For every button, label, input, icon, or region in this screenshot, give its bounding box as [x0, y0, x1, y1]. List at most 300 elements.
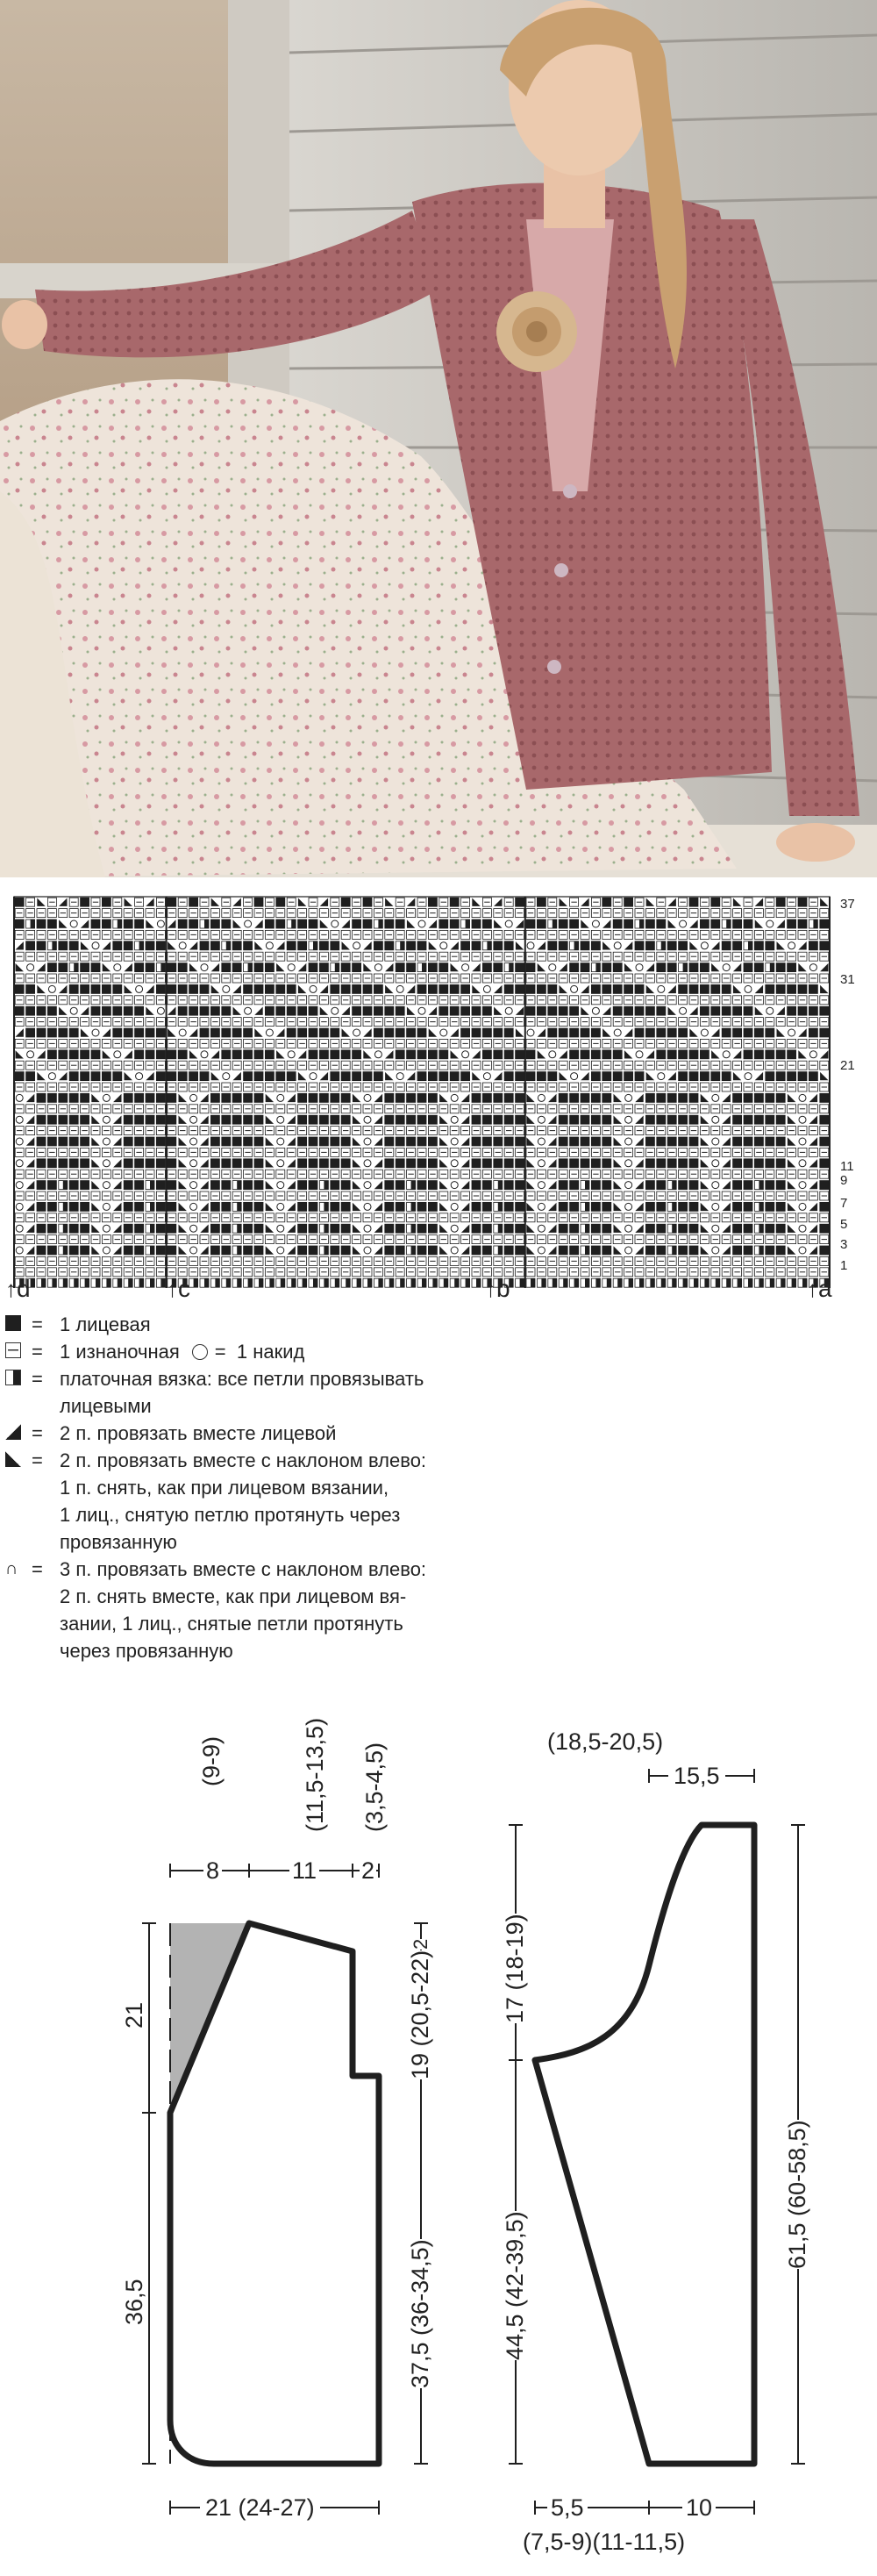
chart-cell: [407, 1115, 416, 1124]
chart-cell: [407, 1137, 416, 1146]
chart-cell-mark: [748, 1278, 752, 1287]
chart-cell: [766, 1115, 774, 1124]
front-top-left-alt: (9-9): [198, 1735, 225, 1786]
chart-cell: [244, 1093, 253, 1102]
chart-cell: [657, 1181, 666, 1190]
chart-cell-mark: [585, 1202, 589, 1211]
chart-cell: [776, 1137, 785, 1146]
chart-cell: [210, 919, 219, 928]
front-left-365: 36,5: [121, 2279, 147, 2325]
chart-cell: [102, 984, 111, 993]
chart-cell: [461, 1072, 470, 1081]
chart-cell: [559, 1159, 567, 1168]
chart-cell: [156, 1202, 165, 1211]
chart-cell-mark: [237, 1224, 241, 1233]
chart-cell: [472, 1115, 481, 1124]
chart-cell: [298, 1224, 307, 1233]
chart-cell: [298, 1181, 307, 1190]
chart-cell-mark: [160, 963, 165, 972]
chart-cell: [450, 1006, 459, 1015]
chart-cell-mark: [672, 1278, 676, 1287]
chart-cell: [776, 898, 785, 906]
chart-cell: [602, 1093, 611, 1102]
chart-cell: [396, 1246, 404, 1255]
chart-cell: [439, 963, 448, 972]
chart-cell: [820, 919, 829, 928]
chart-cell: [244, 941, 253, 950]
chart-cell: [135, 1202, 144, 1211]
chart-cell: [482, 1093, 491, 1102]
chart-cell: [385, 1006, 394, 1015]
chart-cell: [439, 919, 448, 928]
chart-cell: [385, 1115, 394, 1124]
chart-cell-mark: [759, 1246, 763, 1255]
chart-cell: [374, 941, 382, 950]
chart-cell: [439, 1050, 448, 1059]
chart-cell: [26, 984, 35, 993]
chart-cell-mark: [639, 919, 644, 928]
chart-cell: [309, 1137, 317, 1146]
chart-cell: [168, 1072, 176, 1081]
chart-cell-mark: [85, 1278, 89, 1287]
chart-cell: [504, 984, 513, 993]
chart-cell: [776, 1050, 785, 1059]
chart-cell: [69, 1137, 78, 1146]
chart-cell: [254, 963, 263, 972]
chart-cell-mark: [585, 1278, 589, 1287]
chart-cell-mark: [248, 963, 253, 972]
chart-cell: [417, 1137, 426, 1146]
chart-cell: [570, 1202, 579, 1211]
chart-cell: [363, 1072, 372, 1081]
chart-cell: [341, 963, 350, 972]
chart-cell-mark: [444, 1278, 448, 1287]
legend-garter: = платочная вязка: все петли провязывать: [5, 1365, 496, 1392]
chart-cell: [146, 941, 154, 950]
chart-cell: [820, 1006, 829, 1015]
chart-cell: [298, 919, 307, 928]
chart-cell: [331, 941, 339, 950]
chart-cell: [200, 1006, 209, 1015]
chart-cell: [417, 1159, 426, 1168]
chart-cell: [331, 1246, 339, 1255]
chart-cell-mark: [759, 1224, 763, 1233]
chart-cell: [341, 1093, 350, 1102]
chart-cell: [341, 1050, 350, 1059]
chart-cell: [602, 1202, 611, 1211]
chart-cell-mark: [520, 1278, 524, 1287]
chart-cell: [570, 1115, 579, 1124]
chart-cell: [396, 1006, 404, 1015]
chart-cell-mark: [324, 1181, 328, 1190]
chart-cell: [570, 1006, 579, 1015]
sleeve-bottom-b: 10: [682, 2496, 716, 2520]
chart-cell: [146, 963, 154, 972]
chart-cell-mark: [226, 941, 231, 950]
purl-stitch-icon: [5, 1342, 21, 1358]
chart-cell: [178, 1072, 187, 1081]
chart-cell: [645, 1224, 654, 1233]
chart-cell: [635, 1072, 644, 1081]
chart-cell: [516, 1137, 524, 1146]
chart-cell: [679, 1072, 688, 1081]
chart-cell: [69, 1224, 78, 1233]
chart-cell: [319, 1115, 328, 1124]
chart-cell-mark: [269, 1278, 274, 1287]
chart-cell: [776, 963, 785, 972]
chart-cell: [37, 1159, 46, 1168]
chart-cell: [309, 1224, 317, 1233]
up-arrow-icon: ↑: [5, 1276, 17, 1302]
chart-cell: [679, 1202, 688, 1211]
chart-cell: [341, 1224, 350, 1233]
chart-cell: [287, 1028, 296, 1037]
chart-cell: [276, 898, 285, 906]
chart-cell-mark: [313, 1278, 317, 1287]
chart-cell: [363, 898, 372, 906]
chart-cell: [37, 1028, 46, 1037]
chart-cell: [396, 1028, 404, 1037]
chart-cell: [700, 1050, 709, 1059]
chart-cell: [156, 1028, 165, 1037]
chart-cell: [482, 1115, 491, 1124]
chart-cell: [428, 1115, 437, 1124]
chart-cell-mark: [411, 1181, 416, 1190]
chart-cell: [200, 1072, 209, 1081]
chart-cell: [69, 1115, 78, 1124]
chart-cell: [809, 1028, 817, 1037]
chart-cell: [254, 1137, 263, 1146]
chart-cell: [645, 1028, 654, 1037]
chart-cell-mark: [661, 1278, 666, 1287]
chart-cell: [298, 1006, 307, 1015]
chart-cell: [722, 984, 731, 993]
chart-cell: [700, 1072, 709, 1081]
chart-cell: [657, 1006, 666, 1015]
chart-cell: [788, 919, 796, 928]
chart-cell: [559, 941, 567, 950]
chart-cell: [59, 1115, 68, 1124]
chart-cell: [711, 898, 720, 906]
chart-cell: [168, 963, 176, 972]
chart-cell: [244, 984, 253, 993]
chart-cell: [645, 1181, 654, 1190]
chart-cell-mark: [226, 1278, 231, 1287]
repeat-marker-d: ↑d: [5, 1275, 31, 1302]
chart-cell: [363, 1006, 372, 1015]
chart-cell: [254, 1115, 263, 1124]
chart-cell: [516, 1093, 524, 1102]
chart-cell: [733, 919, 742, 928]
chart-cell: [472, 1028, 481, 1037]
chart-cell: [265, 984, 274, 993]
chart-cell: [744, 1181, 752, 1190]
chart-cell-mark: [400, 941, 404, 950]
chart-cell: [766, 1137, 774, 1146]
chart-cell: [591, 1115, 600, 1124]
chart-cell: [168, 1202, 176, 1211]
chart-cell: [309, 963, 317, 972]
chart-cell: [168, 1137, 176, 1146]
chart-cell-mark: [563, 1278, 567, 1287]
chart-cell: [766, 1181, 774, 1190]
chart-cell-mark: [553, 1278, 557, 1287]
chart-cell: [482, 1181, 491, 1190]
chart-cell: [504, 1202, 513, 1211]
chart-cell: [59, 963, 68, 972]
chart-cell-mark: [237, 1202, 241, 1211]
chart-cell: [581, 1137, 589, 1146]
chart-cell: [776, 1224, 785, 1233]
chart-cell: [244, 1050, 253, 1059]
chart-cell: [559, 1115, 567, 1124]
chart-cell: [635, 984, 644, 993]
chart-cell: [189, 1072, 198, 1081]
chart-cell: [124, 1115, 132, 1124]
chart-cell: [645, 1202, 654, 1211]
chart-cell: [788, 984, 796, 993]
chart-cell: [15, 919, 24, 928]
chart-cell: [461, 941, 470, 950]
chart-cell: [407, 1028, 416, 1037]
chart-cell: [613, 984, 622, 993]
chart-cell: [156, 1093, 165, 1102]
chart-cell: [645, 1246, 654, 1255]
chart-cell-mark: [31, 1278, 35, 1287]
chart-cell: [222, 1050, 231, 1059]
chart-cell: [417, 1246, 426, 1255]
chart-cell: [135, 1050, 144, 1059]
chart-cell: [624, 898, 633, 906]
chart-cell: [244, 1028, 253, 1037]
chart-cell: [472, 1181, 481, 1190]
chart-cell: [624, 919, 633, 928]
chart-cell: [91, 919, 100, 928]
legend-knit: = 1 лицевая: [5, 1311, 496, 1338]
chart-cell: [602, 1246, 611, 1255]
chart-cell: [135, 1246, 144, 1255]
chart-cell: [396, 1115, 404, 1124]
chart-cell: [210, 1159, 219, 1168]
chart-cell: [689, 1159, 698, 1168]
chart-cell: [222, 963, 231, 972]
chart-cell: [168, 1115, 176, 1124]
chart-cell: [516, 1202, 524, 1211]
chart-cell: [591, 984, 600, 993]
chart-cell: [754, 1115, 763, 1124]
chart-cell: [526, 1050, 535, 1059]
chart-cell: [504, 941, 513, 950]
chart-cell: [254, 898, 263, 906]
chart-cell: [146, 1050, 154, 1059]
chart-cell: [450, 898, 459, 906]
chart-cell: [428, 1159, 437, 1168]
chart-cell: [700, 1006, 709, 1015]
chart-cell-mark: [770, 1278, 774, 1287]
chart-cell: [91, 1050, 100, 1059]
chart-cell: [37, 919, 46, 928]
chart-cell: [516, 1050, 524, 1059]
row-number: 3: [840, 1237, 848, 1252]
chart-cell: [667, 1028, 676, 1037]
chart-cell: [526, 919, 535, 928]
chart-cell: [396, 963, 404, 972]
chart-cell: [113, 1028, 122, 1037]
chart-cell: [689, 984, 698, 993]
chart-cell-mark: [694, 1278, 698, 1287]
chart-cell: [47, 1246, 56, 1255]
chart-cell: [722, 1028, 731, 1037]
chart-cell: [124, 919, 132, 928]
front-width-11: 11: [289, 1859, 319, 1883]
chart-cell-mark: [139, 941, 144, 950]
chart-cell: [353, 1006, 361, 1015]
chart-cell: [156, 1181, 165, 1190]
chart-cell: [482, 1202, 491, 1211]
chart-cell: [754, 941, 763, 950]
chart-cell: [428, 1093, 437, 1102]
row-number: 1: [840, 1258, 848, 1273]
chart-cell-mark: [259, 1278, 263, 1287]
chart-cell: [407, 941, 416, 950]
chart-cell: [624, 1072, 633, 1081]
chart-cell: [722, 941, 731, 950]
chart-cell: [439, 984, 448, 993]
chart-cell: [766, 1246, 774, 1255]
chart-cell: [156, 1072, 165, 1081]
chart-cell-mark: [194, 1278, 198, 1287]
chart-cell: [504, 1093, 513, 1102]
chart-cell: [331, 1028, 339, 1037]
chart-cell: [81, 984, 89, 993]
chart-cell: [407, 1159, 416, 1168]
chart-cell: [385, 919, 394, 928]
chart-cell: [602, 1224, 611, 1233]
chart-cell: [591, 1050, 600, 1059]
chart-cell: [766, 1224, 774, 1233]
chart-cell: [504, 1181, 513, 1190]
chart-cell-mark: [204, 919, 209, 928]
chart-cell: [581, 1028, 589, 1037]
chart-cell: [711, 984, 720, 993]
up-arrow-icon: ↑: [485, 1276, 496, 1302]
chart-cell: [472, 941, 481, 950]
chart-cell: [504, 1159, 513, 1168]
chart-cell: [733, 1159, 742, 1168]
chart-cell: [265, 1006, 274, 1015]
chart-cell-mark: [639, 1278, 644, 1287]
chart-cell: [570, 1050, 579, 1059]
sleeve-piece: [535, 1825, 754, 2464]
chart-cell-mark: [672, 1246, 676, 1255]
front-armhole: 19 (20,5-22): [407, 1950, 433, 2079]
chart-cell: [37, 1246, 46, 1255]
row-number: 37: [840, 897, 855, 912]
chart-cell: [374, 1072, 382, 1081]
chart-cell: [276, 1006, 285, 1015]
chart-cell: [591, 1159, 600, 1168]
chart-cell: [635, 1006, 644, 1015]
chart-cell: [570, 1159, 579, 1168]
chart-cell: [733, 1181, 742, 1190]
legend-sk2p: ∩ = 3 п. провязать вместе с наклоном влево:: [5, 1556, 496, 1583]
chart-cell: [47, 1115, 56, 1124]
chart-cell: [820, 941, 829, 950]
chart-cell-mark: [400, 1278, 404, 1287]
chart-cell: [516, 1072, 524, 1081]
chart-cell: [570, 1224, 579, 1233]
chart-cell: [254, 1181, 263, 1190]
chart-cell: [91, 984, 100, 993]
chart-cell: [776, 1072, 785, 1081]
chart-cell-mark: [574, 1278, 579, 1287]
chart-cell: [69, 984, 78, 993]
chart-cell: [396, 1202, 404, 1211]
chart-cell: [581, 963, 589, 972]
chart-cell-mark: [281, 1278, 285, 1287]
chart-cell: [135, 1028, 144, 1037]
chart-cell: [417, 1050, 426, 1059]
chart-cell: [809, 984, 817, 993]
chart-cell-mark: [716, 1278, 720, 1287]
sleeve-length: 61,5 (60-58,5): [784, 2120, 810, 2269]
chart-cell: [298, 1137, 307, 1146]
chart-cell: [331, 1202, 339, 1211]
chart-cell: [820, 1159, 829, 1168]
chart-cell: [81, 1072, 89, 1081]
chart-cell: [548, 984, 557, 993]
chart-cell: [47, 1202, 56, 1211]
chart-cell: [766, 1202, 774, 1211]
chart-cell: [450, 1072, 459, 1081]
chart-cell: [733, 1115, 742, 1124]
chart-cell: [254, 1072, 263, 1081]
chart-cell: [69, 1028, 78, 1037]
chart-cell: [146, 1028, 154, 1037]
chart-cell-mark: [498, 1202, 503, 1211]
chart-cell: [385, 1202, 394, 1211]
chart-cell: [47, 963, 56, 972]
chart-cell: [417, 1115, 426, 1124]
chart-cell: [15, 1072, 24, 1081]
chart-cell: [689, 1115, 698, 1124]
chart-cell: [244, 1137, 253, 1146]
chart-cell-mark: [792, 1278, 796, 1287]
chart-cell-mark: [726, 1278, 731, 1287]
chart-cell: [156, 1137, 165, 1146]
chart-cell: [602, 1159, 611, 1168]
chart-cell: [504, 1137, 513, 1146]
chart-cell: [482, 1224, 491, 1233]
sleeve-top: 15,5: [668, 1764, 725, 1788]
chart-cell-mark: [683, 1278, 688, 1287]
front-shoulder-alt: (3,5-4,5): [361, 1742, 388, 1832]
chart-cell: [820, 1181, 829, 1190]
chart-cell: [168, 984, 176, 993]
chart-cell: [210, 1006, 219, 1015]
chart-cell: [602, 1115, 611, 1124]
chart-cell: [396, 1181, 404, 1190]
chart-cell: [516, 898, 524, 906]
chart-cell: [559, 1006, 567, 1015]
chart-cell: [244, 1072, 253, 1081]
chart-cell: [482, 1028, 491, 1037]
chart-cell-mark: [31, 919, 35, 928]
chart-cell: [548, 941, 557, 950]
chart-cell: [602, 1181, 611, 1190]
chart-cell: [15, 898, 24, 906]
chart-cell: [494, 941, 503, 950]
